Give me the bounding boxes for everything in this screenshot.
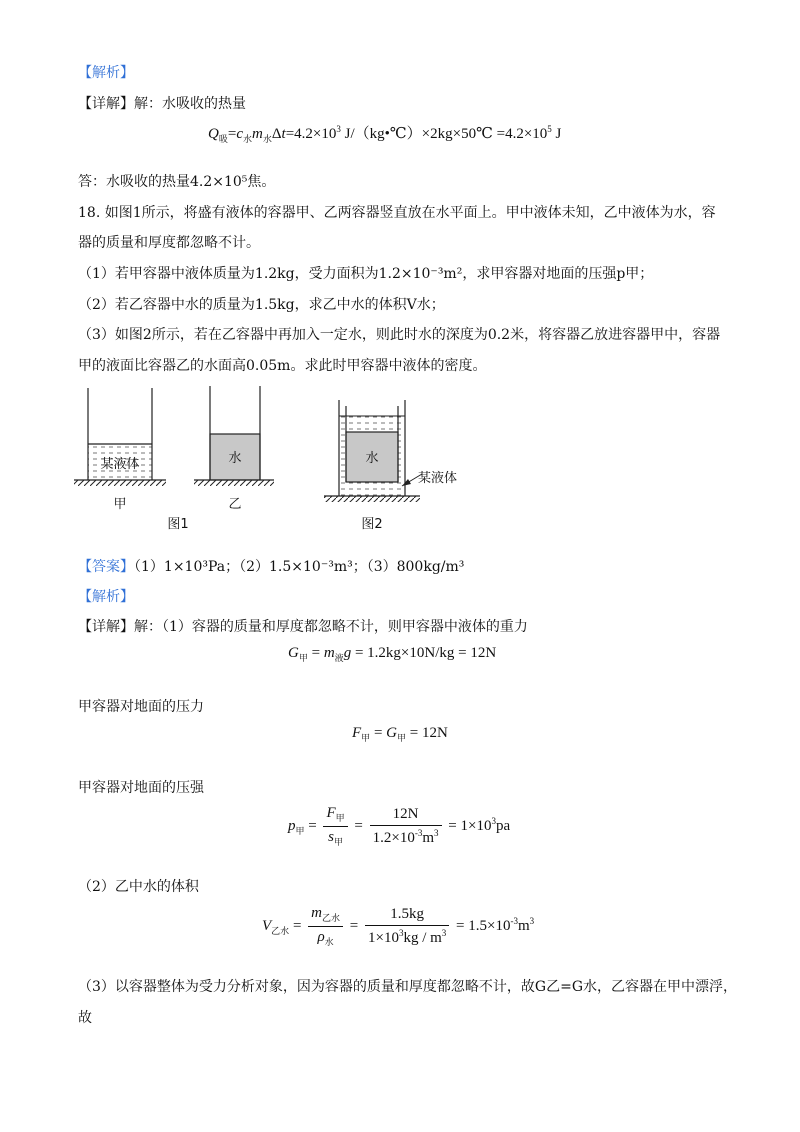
pressure-force-text: 甲容器对地面的压力 xyxy=(78,699,204,715)
detail-line xyxy=(78,94,246,114)
container-fig2 xyxy=(324,400,457,532)
answer-tag: 【答案】 xyxy=(78,559,134,575)
q18-stem-1: 18. 如图1所示，将盛有液体的容器甲、乙两容器竖直放在水平面上。甲中液体未知，乙中液体为水，容 xyxy=(78,205,716,221)
jia-liquid-label: 某液体 xyxy=(100,457,140,472)
yi-label: 乙 xyxy=(228,497,242,512)
analysis-tag: 【解析】 xyxy=(78,65,134,81)
part3-text-1: （3）以容器整体为受力分析对象，因为容器的质量和厚度都忽略不计，故G乙=G水，乙容器在甲中漂浮， xyxy=(78,979,738,995)
detail-tag: 【详解】 xyxy=(78,96,134,112)
container-figure xyxy=(60,378,500,538)
fig2-caption: 图2 xyxy=(361,517,383,532)
detail-tag-2: 【详解】 xyxy=(78,619,134,635)
answer-line-1: 答：水吸收的热量4.2×10⁵焦。 xyxy=(78,174,276,190)
fig1-caption: 图1 xyxy=(167,517,189,532)
q18-stem-2: 器的质量和厚度都忽略不计。 xyxy=(78,235,260,251)
fig2-water-label: 水 xyxy=(365,451,379,466)
q18-part-2: （2）若乙容器中水的质量为1.5kg，求乙中水的体积V水； xyxy=(78,297,445,313)
q18-part-3-line-2: 甲的液面比容器乙的水面高0.05m。求此时甲容器中液体的密度。 xyxy=(78,358,487,374)
yi-water-label: 水 xyxy=(228,451,242,466)
detail-text-2: 解：（1）容器的质量和厚度都忽略不计，则甲容器中液体的重力 xyxy=(134,619,528,635)
force-equation: $F_甲 = G_甲 = 12N$ xyxy=(352,725,448,743)
q18-part-3-line-1: （3）如图2所示，若在乙容器中再加入一定水，则此时水的深度为0.2米，将容器乙放进容器甲中，容器 xyxy=(78,327,721,343)
answer-line xyxy=(78,557,464,577)
analysis-tag-2: 【解析】 xyxy=(78,589,134,605)
pressure-equation: $p_甲$ = $\frac{F_甲}{s_甲}$ = $\frac{12N}{1.2\times 10^{-3}m^3}$ = $1\times 10^3pa$ xyxy=(288,805,511,847)
answer-text: （1）1×10³Pa；（2）1.5×10⁻³m³；（3）800kg/m³ xyxy=(134,559,465,575)
heat-equation: $Q_吸=c_水m_水\Delta t=4.2\times 10^3$ J/（kg•℃）×2kg×50℃ $=4.2\times 10^5$ J xyxy=(208,124,562,144)
gravity-equation: $G_甲 = m_液g = 1.2kg\times 10N/kg = 12N$ xyxy=(288,645,497,663)
volume-equation: $V_{乙水}$ = $\frac{m_{乙水}}{\rho_水}$ = $\frac{1.5kg}{1\times 10^3kg / m^3}$ = $1.5\times 10^{-3}m^3$ xyxy=(262,905,535,947)
part3-text-2: 故 xyxy=(78,1010,92,1026)
volume-text: （2）乙中水的体积 xyxy=(78,879,199,895)
q18-part-1: （1）若甲容器中液体质量为1.2kg，受力面积为1.2×10⁻³m²，求甲容器对地面的压强p甲； xyxy=(78,266,654,282)
container-yi xyxy=(194,386,274,512)
container-jia xyxy=(74,388,166,512)
detail-line-2 xyxy=(78,617,528,637)
jia-label: 甲 xyxy=(113,497,127,512)
detail-text: 解：水吸收的热量 xyxy=(134,96,246,112)
fig2-liquid-label: 某液体 xyxy=(418,471,458,486)
pressure-text: 甲容器对地面的压强 xyxy=(78,780,204,796)
